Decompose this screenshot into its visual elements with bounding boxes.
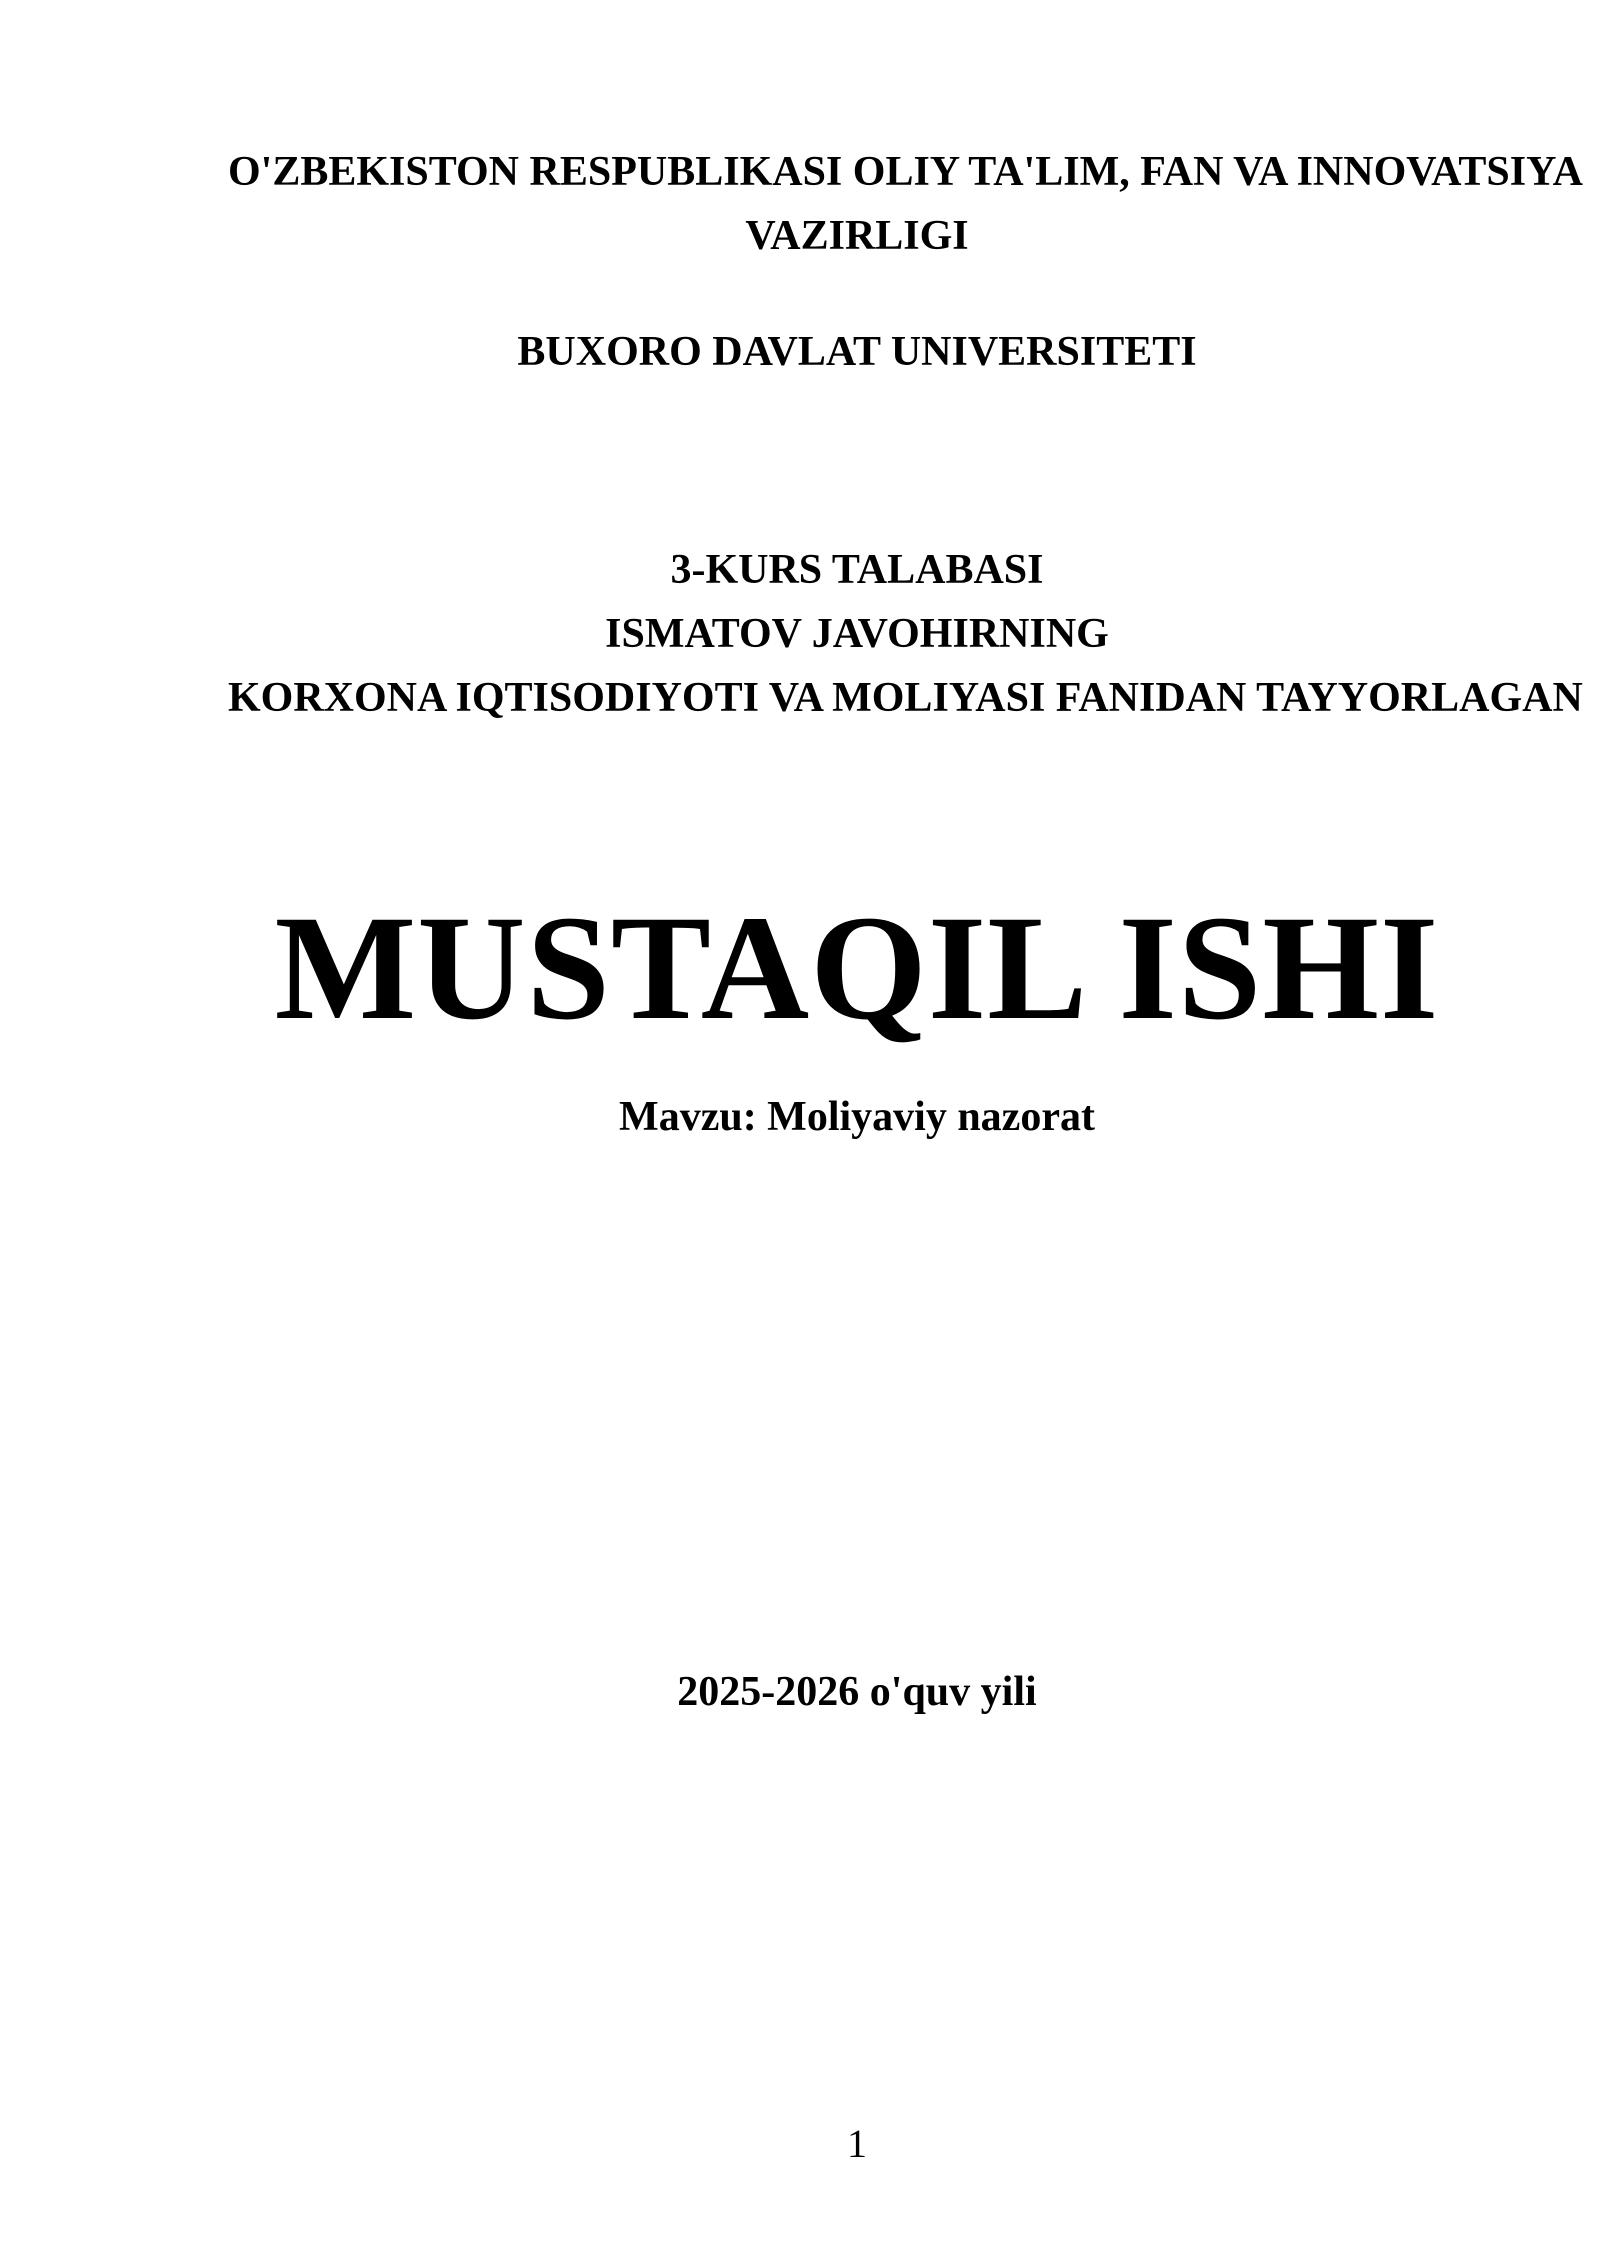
student-course-line: 3-KURS TALABASI — [670, 547, 1044, 593]
document-main-title: MUSTAQIL ISHI — [274, 885, 1440, 1051]
academic-year: 2025-2026 o'quv yili — [677, 1669, 1037, 1715]
student-subject-line: KORXONA IQTISODIYOTI VA MOLIYASI FANIDAN TAYYORLAGAN — [228, 675, 1583, 721]
text-column — [228, 0, 1583, 2176]
university-name: BUXORO DAVLAT UNIVERSITETI — [517, 329, 1197, 375]
ministry-heading — [228, 140, 1583, 268]
ministry-heading-line1: O'ZBEKISTON RESPUBLIKASI OLIY TA'LIM, FAN VA INNOVATSIYA — [228, 149, 1583, 195]
page-number: 1 — [847, 2121, 867, 2166]
document-topic: Mavzu: Moliyaviy nazorat — [619, 1094, 1095, 1140]
ministry-heading-line2: VAZIRLIGI — [745, 213, 969, 259]
student-name-line: ISMATOV JAVOHIRNING — [605, 611, 1109, 657]
student-info-block — [228, 538, 1583, 730]
